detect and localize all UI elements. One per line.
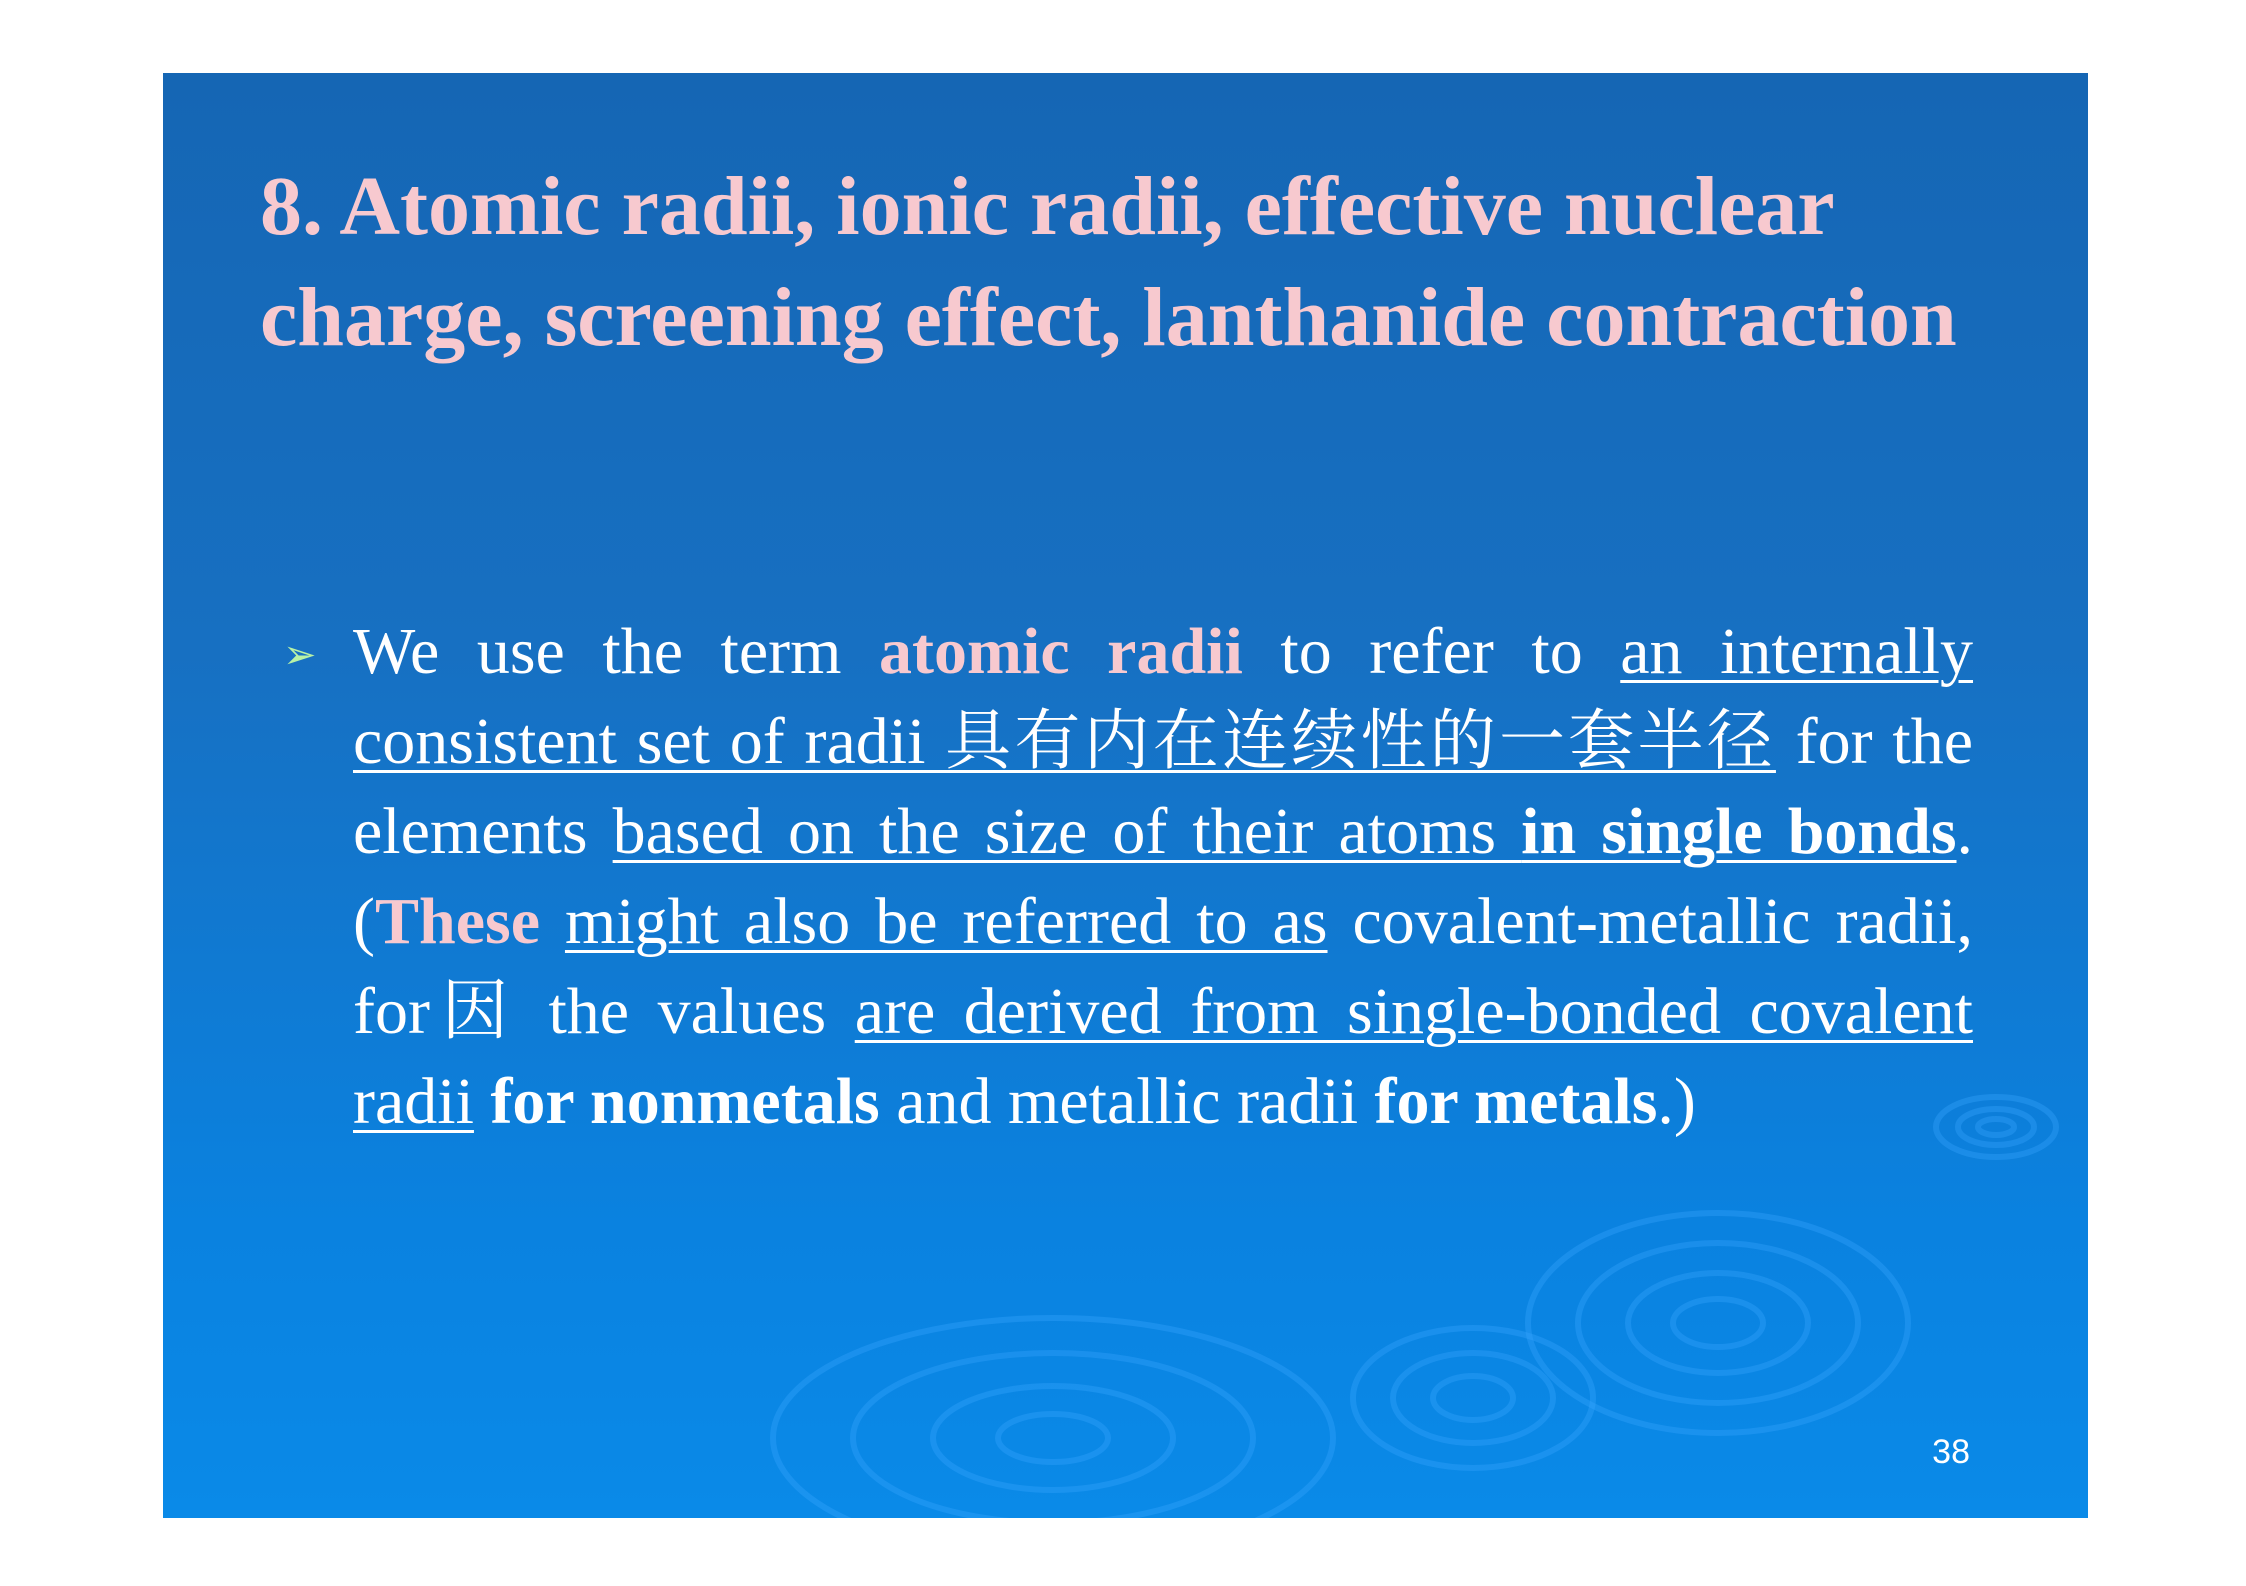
body-text: . ( <box>353 795 1973 958</box>
underlined-phrase: are derived from single-bonded covalent radii <box>353 975 1973 1138</box>
body-text <box>474 1065 491 1138</box>
body-text <box>540 885 565 958</box>
body-text: covalent-metallic radii, for因 the values <box>353 885 1974 1048</box>
bullet-paragraph <box>353 607 1973 1147</box>
body-text: for the elements <box>353 705 1973 868</box>
body-text: to refer to <box>1242 615 1621 688</box>
page-number: 38 <box>1932 1433 1970 1471</box>
term-atomic-radii: atomic radii <box>879 615 1243 688</box>
underlined-phrase: based on the size of their atoms <box>612 795 1522 868</box>
bold-phrase: for metals <box>1374 1065 1658 1138</box>
bold-phrase: for nonmetals <box>490 1065 880 1138</box>
slide <box>163 73 2088 1518</box>
bold-underlined-phrase: in single bonds <box>1521 795 1957 868</box>
arrowhead-bullet-icon: ➢ <box>283 632 317 678</box>
body-text: We use the term <box>353 615 880 688</box>
underlined-definition: an internally consistent set of radii 具有内在连续性的一套半径 <box>353 615 1974 778</box>
underlined-phrase: might also be referred to as <box>564 885 1328 958</box>
body-text: and metallic radii <box>879 1065 1375 1138</box>
slide-title: 8. Atomic radii, ionic radii, effective nuclear charge, screening effect, lanthanide contraction <box>260 160 1957 364</box>
highlight-these: These <box>374 885 540 958</box>
body-text: .) <box>1657 1065 1696 1138</box>
